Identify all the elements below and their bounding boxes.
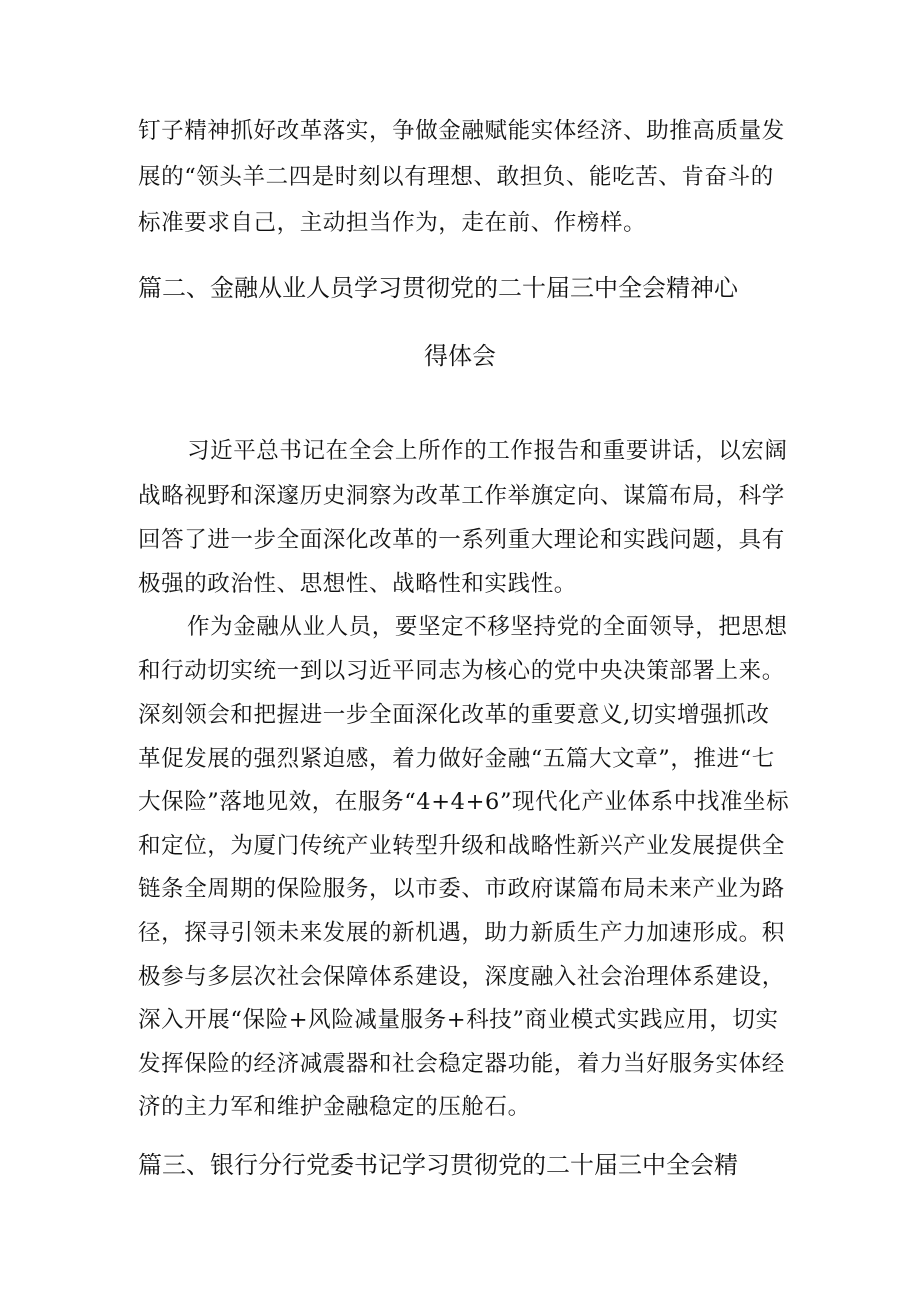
body-text-line: 深刻领会和把握进一步全面深化改革的重要意义,切实增强抓改 [138, 702, 770, 728]
body-text-line: 革促发展的强烈紧迫感，着力做好金融“五篇大文章”，推进“七 [138, 746, 775, 772]
body-text-line: 极强的政治性、思想性、战略性和实践性。 [138, 571, 577, 597]
body-text-line: 作为金融从业人员，要坚定不移坚持党的全面领导，把思想 [187, 614, 788, 640]
body-text-line: 标准要求自己，主动担当作为，走在前、作榜样。 [138, 210, 647, 236]
body-text-line: 战略视野和深邃历史洞察为改革工作举旗定向、谋篇布局，科学 [138, 483, 785, 509]
body-text-line: 济的主力军和维护金融稳定的压舱石。 [138, 1094, 531, 1120]
body-text-line: 极参与多层次社会保障体系建设，深度融入社会治理体系建设， [138, 964, 785, 990]
body-text-line: 链条全周期的保险服务，以市委、市政府谋篇布局未来产业为路 [138, 876, 785, 902]
body-text-line: 径，探寻引领未来发展的新机遇，助力新质生产力加速形成。积 [138, 920, 785, 946]
body-text-line: 钉子精神抓好改革落实，争做金融赋能实体经济、助推高质量发 [138, 118, 785, 144]
body-text-line: 深入开展“保险+风险减量服务+科技”商业模式实践应用，切实 [138, 1007, 779, 1033]
section-heading-continued: 得体会 [424, 342, 496, 370]
body-text-line: 发挥保险的经济减震器和社会稳定器功能，着力当好服务实体经 [138, 1051, 785, 1077]
section-heading: 篇二、金融从业人员学习贯彻党的二十届三中全会精神心 [138, 274, 738, 302]
body-text-line: 和定位，为厦门传统产业转型升级和战略性新兴产业发展提供全 [138, 833, 785, 859]
body-text-line: 和行动切实统一到以习近平同志为核心的党中央决策部署上来。 [138, 658, 785, 684]
body-text-line: 习近平总书记在全会上所作的工作报告和重要讲话，以宏阔 [187, 438, 788, 464]
body-text-line: 展的“领头羊二四是时刻以有理想、敢担负、能吃苦、肯奋斗的 [138, 164, 774, 190]
body-text-line: 大保险”落地见效，在服务“4+4+6”现代化产业体系中找准坐标 [138, 789, 790, 815]
body-text-line: 回答了进一步全面深化改革的一系列重大理论和实践问题，具有 [138, 527, 785, 553]
section-heading: 篇三、银行分行党委书记学习贯彻党的二十届三中全会精 [138, 1151, 738, 1179]
